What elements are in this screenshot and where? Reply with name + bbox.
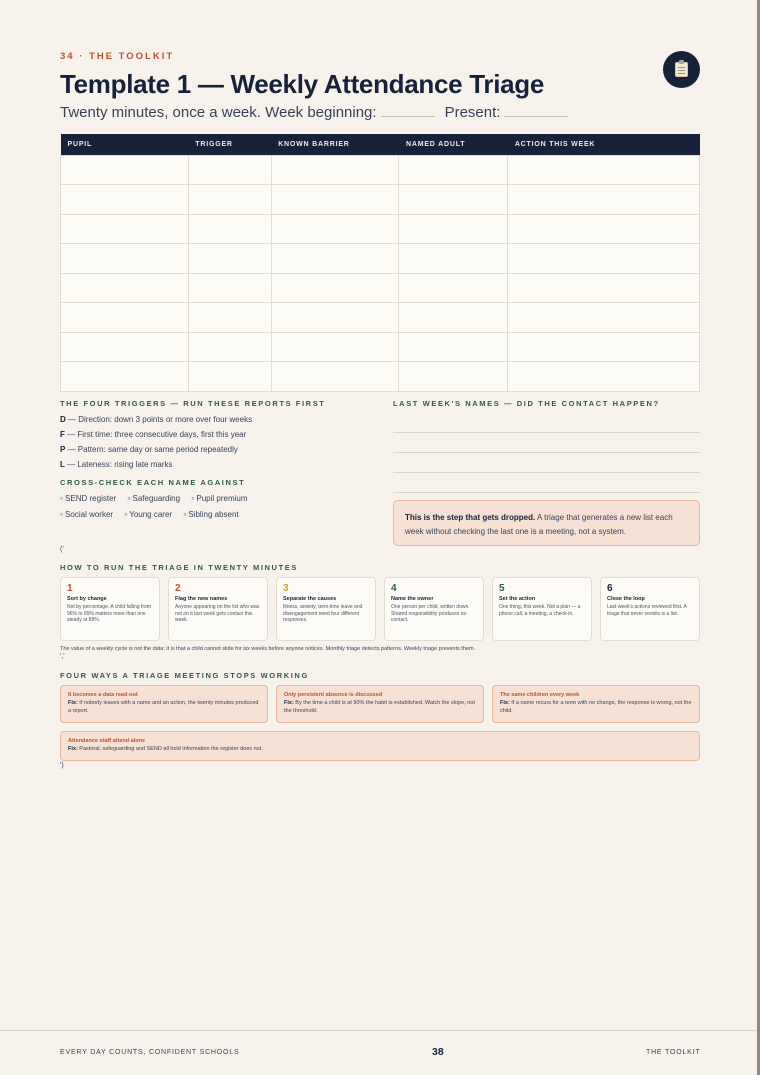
table-cell[interactable] (271, 273, 399, 303)
failure-fix: Fix: If nobody leaves with a name and an action, the twenty minutes produced a report. (68, 700, 259, 714)
table-row (61, 185, 700, 215)
step-title: Set the action (499, 596, 536, 602)
column-header: PUPIL (61, 134, 189, 155)
table-cell[interactable] (508, 303, 700, 333)
write-line[interactable] (393, 452, 700, 453)
table-cell[interactable] (399, 273, 508, 303)
step-title: Name the owner (391, 596, 434, 602)
step-number: 6 (607, 583, 613, 594)
step-body: Anyone appearing on the list who was not on it last week gets contact this week. (175, 604, 260, 624)
table-cell[interactable] (271, 362, 399, 392)
table-cell[interactable] (399, 332, 508, 362)
table-cell[interactable] (271, 214, 399, 244)
checkbox-item[interactable]: ▫ Pupil premium (191, 494, 248, 503)
stray-mark: ') (60, 762, 64, 769)
table-cell[interactable] (188, 273, 271, 303)
trigger-item: D — Direction: down 3 points or more over four weeks (60, 415, 253, 424)
step-number: 4 (391, 583, 397, 594)
column-header: NAMED ADULT (399, 134, 508, 155)
checkbox-item[interactable]: ▫ Young carer (124, 510, 173, 519)
table-cell[interactable] (508, 273, 700, 303)
trigger-item: P — Pattern: same day or same period repeatedly (60, 445, 238, 454)
step-card (492, 577, 592, 641)
checkbox-item[interactable]: ▫ Safeguarding (127, 494, 181, 503)
step-title: Flag the new names (175, 596, 228, 602)
table-row (61, 362, 700, 392)
cross-check-row (60, 510, 248, 519)
table-cell[interactable] (188, 362, 271, 392)
table-cell[interactable] (508, 244, 700, 274)
step-body: One person per child, written down. Shared responsibility produces no contact. (391, 604, 470, 624)
checkbox-item[interactable]: ▫ Sibling absent (183, 510, 239, 519)
table-cell[interactable] (271, 185, 399, 215)
step-body: Not by percentage. A child falling from 96% to 89% matters more than one steady at 88%. (67, 604, 151, 624)
table-header-row (61, 134, 700, 155)
table-cell[interactable] (61, 185, 189, 215)
subtitle-present: Present: (444, 104, 501, 121)
table-cell[interactable] (188, 155, 271, 185)
step-card (276, 577, 376, 641)
trigger-item: L — Lateness: rising late marks (60, 460, 173, 469)
table-cell[interactable] (271, 303, 399, 333)
failure-title: Only persistent absence is discussed (284, 692, 383, 698)
table-cell[interactable] (508, 214, 700, 244)
table-cell[interactable] (61, 332, 189, 362)
write-line[interactable] (393, 492, 700, 493)
step-card (384, 577, 484, 641)
step-number: 3 (283, 583, 289, 594)
failure-card (60, 731, 700, 761)
footer-rule (0, 1030, 757, 1031)
failure-card (492, 685, 700, 723)
failure-card (60, 685, 268, 723)
table-row (61, 273, 700, 303)
step-title: Separate the causes (283, 596, 337, 602)
step-title: Sort by change (67, 596, 107, 602)
failure-title: Attendance staff attend alone (68, 738, 146, 744)
footer-publication: EVERY DAY COUNTS, CONFIDENT SCHOOLS (60, 1049, 240, 1056)
step-body: Illness, anxiety, term-time leave and disengagement need four different responses. (283, 604, 363, 624)
table-cell[interactable] (61, 303, 189, 333)
step-number: 2 (175, 583, 181, 594)
week-beginning-blank[interactable] (381, 116, 435, 117)
step-title: Close the loop (607, 596, 645, 602)
triggers-heading: THE FOUR TRIGGERS — RUN THESE REPORTS FIRST (60, 399, 326, 408)
column-header: TRIGGER (188, 134, 271, 155)
table-cell[interactable] (508, 185, 700, 215)
table-cell[interactable] (188, 214, 271, 244)
failure-title: The same children every week (500, 692, 580, 698)
last-week-heading: LAST WEEK'S NAMES — DID THE CONTACT HAPPEN? (393, 399, 660, 408)
table-cell[interactable] (61, 214, 189, 244)
footer-section: THE TOOLKIT (646, 1049, 701, 1056)
checkbox-item[interactable]: ▫ Social worker (60, 510, 114, 519)
table-row (61, 155, 700, 185)
table-cell[interactable] (508, 155, 700, 185)
table-cell[interactable] (271, 244, 399, 274)
table-cell[interactable] (61, 273, 189, 303)
write-line[interactable] (393, 432, 700, 433)
step-body: Last week's actions reviewed first. A triage that never revisits is a list. (607, 604, 687, 617)
page-number: 38 (432, 1046, 444, 1058)
triage-table (60, 134, 700, 392)
failure-fix: Fix: By the time a child is at 90% the habit is established. Watch the slope, not the threshold. (284, 700, 475, 714)
table-row (61, 332, 700, 362)
table-cell[interactable] (399, 303, 508, 333)
table-row (61, 214, 700, 244)
cycle-note: The value of a weekly cycle is not the data; it is that a child cannot slide for six weeks before anyone notices. Monthly triage detects patterns. Weekly triage prevents them. (60, 646, 476, 652)
clipboard-icon (663, 51, 700, 88)
table-cell[interactable] (188, 185, 271, 215)
column-header: KNOWN BARRIER (271, 134, 399, 155)
write-line[interactable] (393, 472, 700, 473)
step-number: 1 (67, 583, 73, 594)
failures-heading: FOUR WAYS A TRIAGE MEETING STOPS WORKING (60, 671, 309, 680)
table-cell[interactable] (399, 155, 508, 185)
step-card (168, 577, 268, 641)
subtitle-lead: Twenty minutes, once a week. Week beginning: (60, 104, 377, 121)
stray-mark: ',' (60, 653, 65, 660)
step-card (60, 577, 160, 641)
how-to-heading: HOW TO RUN THE TRIAGE IN TWENTY MINUTES (60, 563, 298, 572)
step-card (600, 577, 700, 641)
steps-row (60, 577, 700, 641)
present-blank[interactable] (504, 116, 568, 117)
cross-check-row (60, 494, 257, 503)
subtitle (60, 104, 568, 121)
table-cell[interactable] (188, 244, 271, 274)
failure-title: It becomes a data read-out (68, 692, 138, 698)
table-cell[interactable] (271, 332, 399, 362)
table-cell[interactable] (399, 185, 508, 215)
table-row (61, 303, 700, 333)
step-number: 5 (499, 583, 505, 594)
table-cell[interactable] (271, 155, 399, 185)
table-cell[interactable] (399, 362, 508, 392)
trigger-item: F — First time: three consecutive days, first this year (60, 430, 247, 439)
table-cell[interactable] (188, 303, 271, 333)
table-row (61, 244, 700, 274)
cross-check-heading: CROSS-CHECK EACH NAME AGAINST (60, 478, 246, 487)
failure-fix: Fix: If a name recurs for a term with no change, the response is wrong, not the child. (500, 700, 692, 714)
table-cell[interactable] (508, 362, 700, 392)
step-body: One thing, this week. Not a plan — a phone call, a meeting, a check-in. (499, 604, 581, 617)
table-cell[interactable] (61, 155, 189, 185)
section-eyebrow: 34 · THE TOOLKIT (60, 51, 175, 62)
table-cell[interactable] (399, 214, 508, 244)
checkbox-item[interactable]: ▫ SEND register (60, 494, 117, 503)
page-title: Template 1 — Weekly Attendance Triage (60, 69, 545, 99)
table-cell[interactable] (508, 332, 700, 362)
failure-fix: Fix: Pastoral, safeguarding and SEND all hold information the register does not. (68, 746, 263, 752)
stray-mark: (' (60, 546, 64, 553)
table-cell[interactable] (61, 362, 189, 392)
table-cell[interactable] (399, 244, 508, 274)
callout-box: This is the step that gets dropped. A triage that generates a new list each week without checking the last one is a meeting, not a system. (393, 500, 700, 546)
failure-card (276, 685, 484, 723)
column-header: ACTION THIS WEEK (508, 134, 700, 155)
table-cell[interactable] (188, 332, 271, 362)
table-cell[interactable] (61, 244, 189, 274)
